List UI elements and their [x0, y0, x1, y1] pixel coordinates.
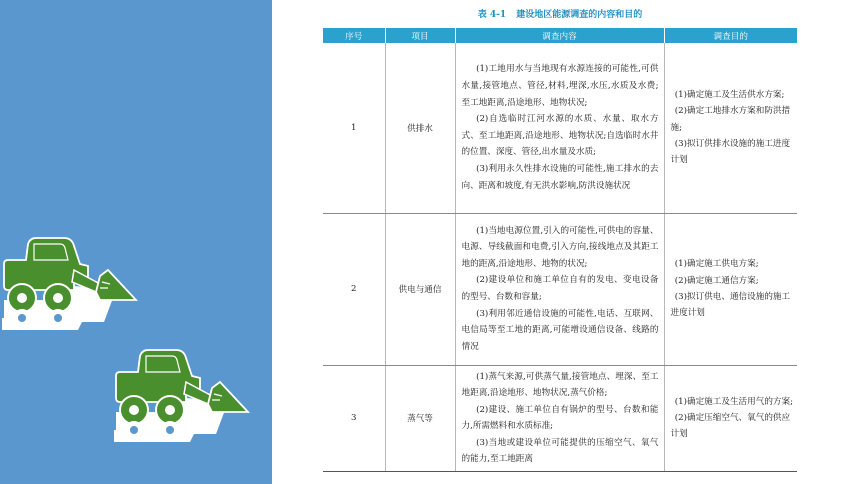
row-item: 供电与通信: [385, 213, 455, 365]
table-number: 表 4-1: [477, 10, 507, 20]
purpose-line: (2)确定施工通信方案;: [674, 275, 759, 286]
table-row: [323, 213, 797, 365]
row-purpose: [664, 43, 797, 213]
row-item: 供排水: [385, 43, 455, 213]
purpose-line: (2)确定工地排水方案和防洪措施;: [670, 106, 791, 133]
header-item: 项目: [385, 28, 455, 43]
content-line: (1)当地电源位置,引入的可能性,可供电的容量、电源、导线截面和电费,引入方向,接线地点及其距工地的距离,沿途地形、地物的状况;: [461, 225, 659, 269]
table-row: [323, 365, 797, 472]
document-page: [323, 0, 797, 484]
row-content: [455, 213, 664, 365]
table-title: 建设地区能源调查的内容和目的: [516, 10, 643, 20]
header-purpose: 调查目的: [664, 28, 797, 43]
row-seq: 3: [323, 365, 385, 472]
left-decorative-panel: [0, 0, 272, 484]
purpose-line: (2)确定压缩空气、氧气的供应计划: [670, 413, 791, 440]
purpose-line: (1)确定施工及生活供水方案;: [674, 89, 785, 100]
content-line: (1)蒸气来源,可供蒸气量,接管地点、埋深、至工地距离,沿途地形、地物状况,蒸气价格;: [461, 371, 659, 399]
row-seq: 1: [323, 43, 385, 213]
skid-steer-loader-icon: [2, 238, 136, 330]
purpose-line: (3)拟订供电、通信设施的施工进度计划: [670, 292, 791, 319]
purpose-line: (3)拟订供排水设施的施工进度计划: [670, 138, 791, 166]
table-header-row: [323, 28, 797, 43]
row-purpose: [664, 365, 797, 472]
content-line: (2)建设、施工单位自有锅炉的型号、台数和能力,所需燃料和水质标准;: [461, 404, 659, 432]
content-line: (3)利用永久性排水设施的可能性,施工排水的去向、距离和坡度,有无洪水影响,防洪设施状况: [461, 163, 659, 191]
content-line: (2)自选临时江河水源的水质、水量、取水方式、至工地距离,沿途地形、地物状况;自选临时水井的位置、深度、管径,出水量及水质;: [461, 114, 659, 158]
header-seq: 序号: [323, 28, 385, 43]
purpose-line: (1)确定施工供电方案;: [674, 259, 759, 270]
skid-steer-loader-icon: [114, 350, 248, 442]
energy-survey-table: [323, 28, 797, 472]
content-line: (3)利用邻近通信设施的可能性,电话、互联网、电信局等至工地的距离,可能增设通信设备、线路的情况: [461, 308, 659, 352]
header-content: 调查内容: [455, 28, 664, 43]
content-line: (3)当地或建设单位可能提供的压缩空气、氧气的能力,至工地距离: [461, 437, 659, 465]
content-line: (1)工地用水与当地现有水源连接的可能性,可供水量,接管地点、管径,材料,埋深,水压,水质及水费;至工地距离,沿途地形、地物状况;: [461, 64, 659, 108]
row-item: 蒸气等: [385, 365, 455, 472]
loader-illustration: [0, 0, 272, 484]
row-seq: 2: [323, 213, 385, 365]
table-row: [323, 43, 797, 213]
row-content: [455, 365, 664, 472]
row-content: [455, 43, 664, 213]
content-line: (2)建设单位和施工单位自有的发电、变电设备的型号、台数和容量;: [461, 275, 659, 302]
row-purpose: [664, 213, 797, 365]
purpose-line: (1)确定施工及生活用气的方案;: [674, 396, 793, 407]
table-caption: [323, 7, 797, 20]
